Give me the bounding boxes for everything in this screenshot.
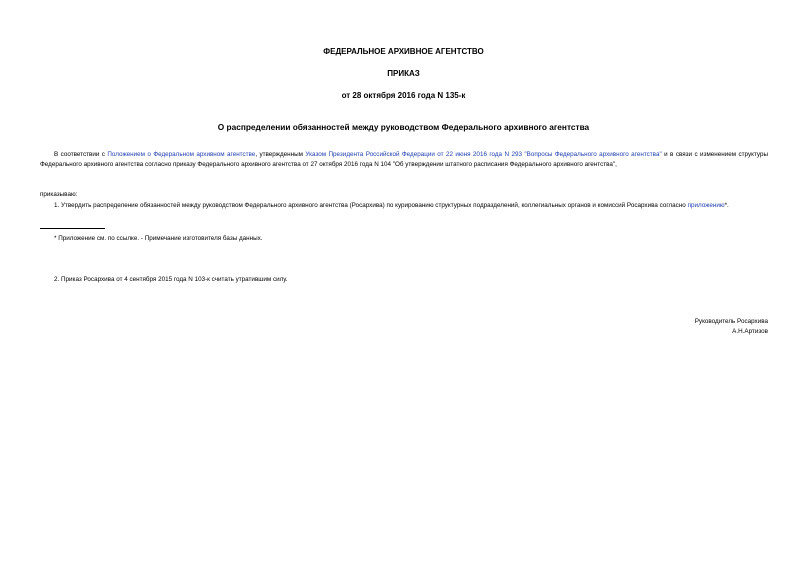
preamble-text-2: , утвержденным bbox=[255, 151, 306, 158]
appendix-link[interactable]: приложению bbox=[687, 202, 725, 209]
regulation-link[interactable]: Положением о Федеральном архивном агентстве bbox=[107, 151, 256, 158]
agency-name: ФЕДЕРАЛЬНОЕ АРХИВНОЕ АГЕНТСТВО bbox=[323, 47, 484, 56]
item1-text-1: 1. Утвердить распределение обязанностей между руководством Федерального архивного агентства (Росархива) по курированию структурных подразделений, коллегиальных органов и комиссий Росархива согласно bbox=[54, 202, 688, 209]
document-title: О распределении обязанностей между руководством Федерального архивного агентства bbox=[217, 122, 590, 132]
preamble-text-3: и в связи с изменением структуры Федерального архивного агентства согласно приказу Федерального архивного агентства от 27 октября 2016 года N 104 "Об утверждении штатного расписания Федерального архивного агентства", bbox=[40, 151, 769, 168]
footnote-divider bbox=[40, 228, 105, 229]
ordered-statement: приказываю: bbox=[40, 191, 78, 198]
signatory-position: Руководитель Росархива bbox=[694, 318, 768, 325]
preamble-text-1: В соответствии с bbox=[54, 151, 108, 158]
order-item-1 bbox=[40, 201, 768, 211]
presidential-decree-link[interactable]: Указом Президента Российской Федерации от 22 июня 2016 года N 293 "Вопросы Федерального архивного агентства" bbox=[305, 151, 662, 158]
item1-text-2: *. bbox=[724, 202, 729, 209]
document-type: ПРИКАЗ bbox=[387, 69, 420, 78]
preamble-paragraph bbox=[40, 150, 768, 169]
footnote: * Приложение см. по ссылке. - Примечание изготовителя базы данных. bbox=[54, 235, 263, 242]
signatory-name: А.Н.Артизов bbox=[732, 328, 768, 335]
order-item-2: 2. Приказ Росархива от 4 сентября 2015 года N 103-к считать утратившим силу. bbox=[54, 276, 288, 283]
document-date-number: от 28 октября 2016 года N 135-к bbox=[341, 91, 466, 100]
